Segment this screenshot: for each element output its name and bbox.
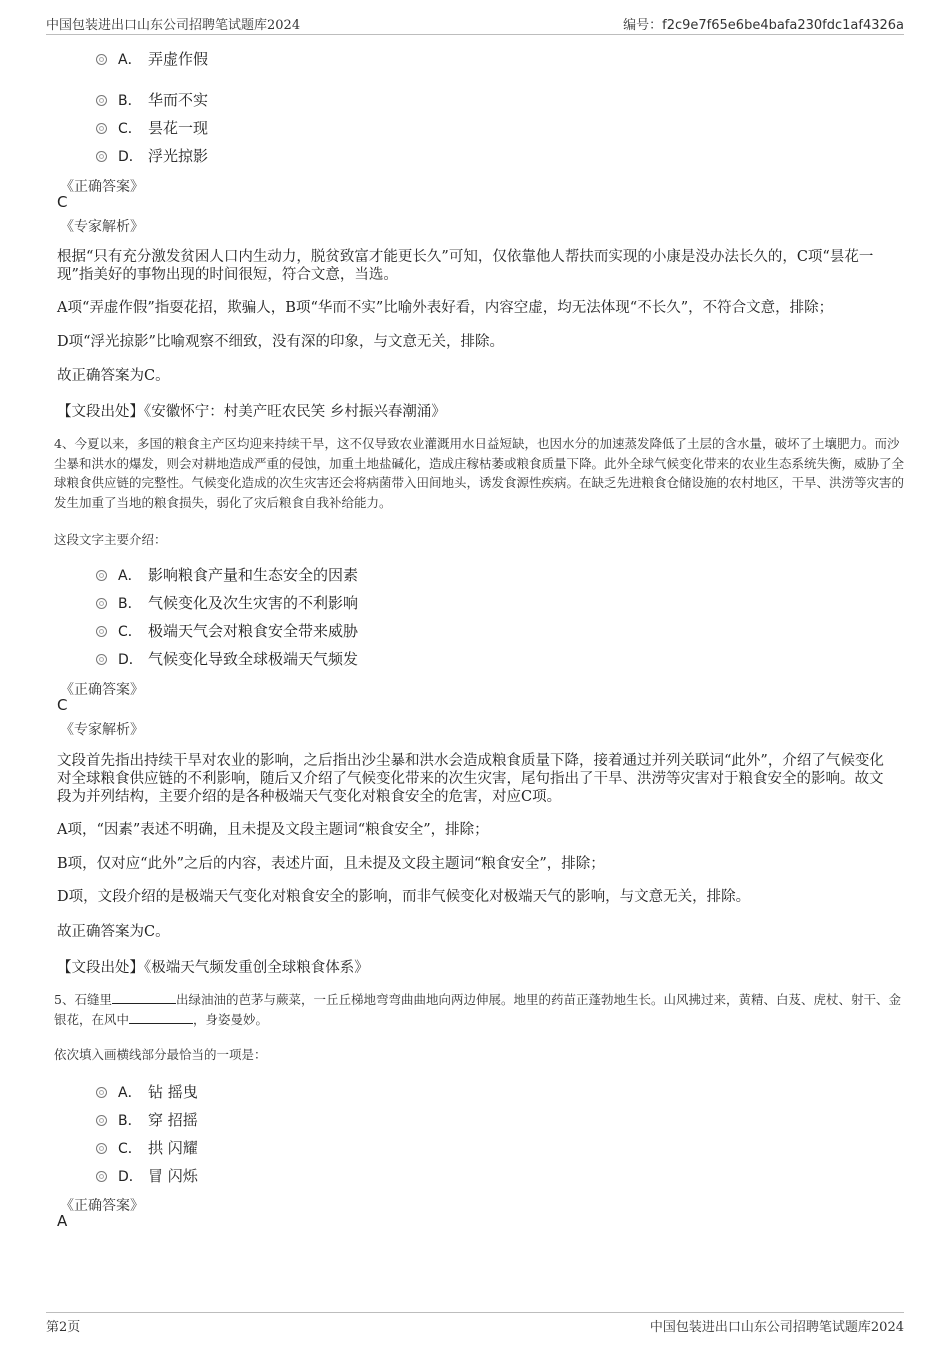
- q3-analysis-3: D项“浮光掠影”比喻观察不细致，没有深的印象，与文意无关，排除。: [57, 334, 504, 350]
- footer-page: 第2页: [46, 1320, 81, 1335]
- q5-answer: A: [57, 1212, 68, 1230]
- q3-answer: C: [57, 193, 68, 211]
- q4-analysis-5: 故正确答案为C。: [57, 924, 170, 940]
- q4-answer-label: 《正确答案》: [60, 682, 144, 698]
- q5-prompt: 依次填入画横线部分最恰当的一项是：: [54, 1047, 267, 1062]
- q4-question: 4、今夏以来，多国的粮食主产区均迎来持续干旱，这不仅导致农业灌溉用水日益短缺，也因水分的加速蒸发降低了土层的含水量，破坏了土壤肥力。而沙尘暴和洪水的爆发，则会对耕地造成严重的侵蚀，加重土地盐碱化，造成庄稼枯萎或粮食质量下降。此外全球气候变化带来的农业生态系统失衡，威胁了全球粮食供应链的完整性。气候变化造成的次生灾害还会将病菌带入田间地头，诱发食源性疾病。在缺乏先进粮食仓储设施的农村地区，干旱、洪涝等灾害的发生加重了当地的粮食损失，弱化了灾后粮食自我补给能力。: [54, 436, 905, 510]
- radio-icon[interactable]: [96, 570, 107, 581]
- radio-icon[interactable]: [96, 1143, 107, 1154]
- q4-prompt: 这段文字主要介绍：: [54, 532, 167, 547]
- q4-analysis-2: A项，“因素”表述不明确，且未提及文段主题词“粮食安全”，排除；: [57, 822, 489, 838]
- header-serial: 编号：f2c9e7f65e6be4bafa230fdc1af4326a: [623, 18, 904, 33]
- q3-analysis-2: A项“弄虚作假”指耍花招，欺骗人，B项“华而不实”比喻外表好看，内容空虚，均无法体现“不长久”，不符合文意，排除；: [57, 300, 834, 316]
- q4-answer: C: [57, 696, 68, 714]
- q3-analysis-label: 《专家解析》: [60, 219, 144, 235]
- q3-analysis-1: 根据“只有充分激发贫困人口内生动力，脱贫致富才能更长久”可知，仅依靠他人帮扶而实现的小康是没办法长久的，C项“昙花一现”指美好的事物出现的时间很短，符合文意，当选。: [57, 249, 874, 283]
- footer-title: 中国包装进出口山东公司招聘笔试题库2024: [649, 1320, 904, 1335]
- q4-source: 【文段出处】《极端天气频发重创全球粮食体系》: [57, 960, 369, 976]
- q3-source: 【文段出处】《安徽怀宁：村美产旺农民笑 乡村振兴春潮涌》: [57, 404, 446, 420]
- q5-question: 5、石缝里 出绿油油的芭茅与蕨菜，一丘丘梯地弯弯曲曲地向两边伸展。地里的药苗正蓬勃地生长。山风拂过来，黄精、白芨、虎杖、射干、金银花，在风中 ，身姿曼妙。: [54, 992, 901, 1027]
- q4-analysis-label: 《专家解析》: [60, 722, 144, 738]
- radio-icon[interactable]: [96, 1171, 107, 1182]
- q4-analysis-1: 文段首先指出持续干旱对农业的影响，之后指出沙尘暴和洪水会造成粮食质量下降，接着通过并列关联词“此外”，介绍了气候变化对全球粮食供应链的不利影响，随后又介绍了气候变化带来的次生灾害，尾句指出了干旱、洪涝等灾害对于粮食安全的影响。故文段为并列结构，主要介绍的是各种极端天气变化对粮食安全的危害，对应C项。: [57, 753, 884, 805]
- page-header: [46, 12, 904, 35]
- blank-line: [112, 991, 176, 1004]
- radio-icon[interactable]: [96, 1115, 107, 1126]
- radio-icon[interactable]: [96, 95, 107, 106]
- q4-analysis-3: B项，仅对应“此外”之后的内容，表述片面，且未提及文段主题词“粮食安全”，排除；: [57, 856, 605, 872]
- radio-icon[interactable]: [96, 598, 107, 609]
- q3-analysis-4: 故正确答案为C。: [57, 368, 170, 384]
- radio-icon[interactable]: [96, 654, 107, 665]
- radio-icon[interactable]: [96, 54, 107, 65]
- q3-answer-label: 《正确答案》: [60, 179, 144, 195]
- page-footer: [46, 1312, 904, 1337]
- q4-analysis-4: D项，文段介绍的是极端天气变化对粮食安全的影响，而非气候变化对极端天气的影响，与文意无关，排除。: [57, 889, 751, 905]
- q5-answer-label: 《正确答案》: [60, 1198, 144, 1214]
- radio-icon[interactable]: [96, 1087, 107, 1098]
- blank-line: [129, 1011, 193, 1024]
- radio-icon[interactable]: [96, 626, 107, 637]
- radio-icon[interactable]: [96, 151, 107, 162]
- header-title: 中国包装进出口山东公司招聘笔试题库2024: [46, 18, 301, 33]
- radio-icon[interactable]: [96, 123, 107, 134]
